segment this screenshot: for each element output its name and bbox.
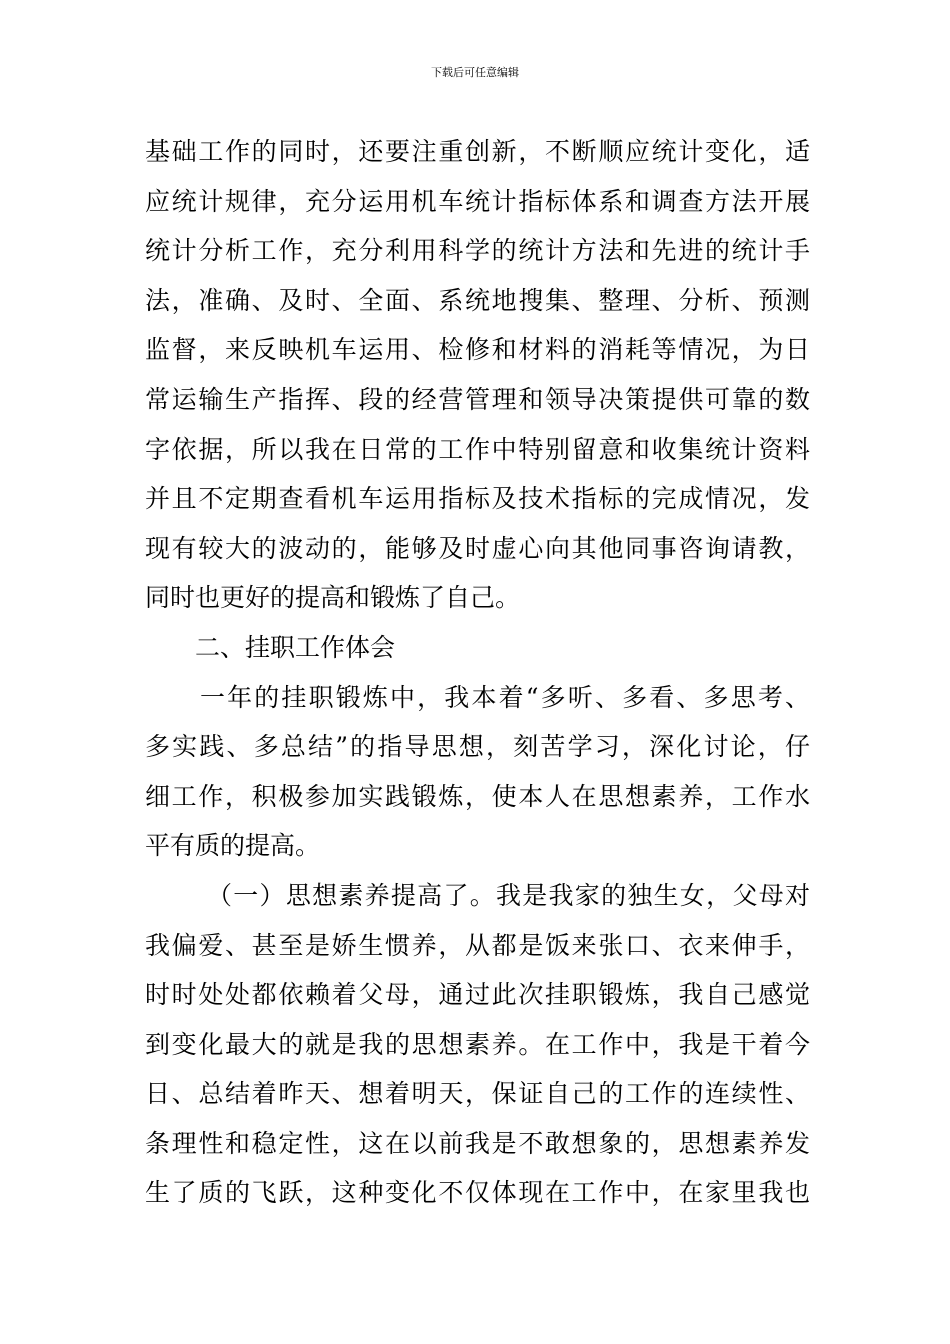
text-line: 监督，来反映机车运用、检修和材料的消耗等情况，为日 bbox=[145, 335, 810, 365]
text-line: 应统计规律，充分运用机车统计指标体系和调查方法开展 bbox=[145, 186, 810, 216]
text-line: 现有较大的波动的，能够及时虚心向其他同事咨询请教， bbox=[145, 533, 810, 563]
text-line: 时时处处都依赖着父母，通过此次挂职锻炼，我自己感觉 bbox=[145, 980, 810, 1010]
page-header: 下载后可任意编辑 bbox=[431, 66, 519, 79]
text-line: 到变化最大的就是我的思想素养。在工作中，我是干着今 bbox=[145, 1029, 810, 1059]
text-line: 日、总结着昨天、想着明天，保证自己的工作的连续性、 bbox=[145, 1079, 810, 1109]
section-heading: 二、挂职工作体会 bbox=[195, 632, 396, 662]
text-line: 平有质的提高。 bbox=[145, 831, 321, 861]
text-line: 字依据，所以我在日常的工作中特别留意和收集统计资料 bbox=[145, 434, 810, 464]
document-body bbox=[145, 127, 810, 1218]
text-line: 一年的挂职锻炼中，我本着“多听、多看、多思考、 bbox=[200, 682, 810, 712]
text-line: 并且不定期查看机车运用指标及技术指标的完成情况，发 bbox=[145, 484, 810, 514]
text-line: 基础工作的同时，还要注重创新，不断顺应统计变化，适 bbox=[145, 137, 810, 166]
text-line: 多实践、多总结”的指导思想，刻苦学习，深化讨论，仔 bbox=[145, 732, 810, 762]
text-line: 我偏爱、甚至是娇生惯养，从都是饭来张口、衣来伸手， bbox=[145, 930, 810, 960]
text-line: 法，准确、及时、全面、系统地搜集、整理、分析、预测 bbox=[145, 285, 810, 315]
text-line: 统计分析工作，充分利用科学的统计方法和先进的统计手 bbox=[145, 236, 810, 266]
text-line: 常运输生产指挥、段的经营管理和领导决策提供可靠的数 bbox=[145, 384, 810, 414]
text-line: 细工作，积极参加实践锻炼，使本人在思想素养，工作水 bbox=[145, 781, 810, 811]
text-line: （一）思想素养提高了。我是我家的独生女，父母对 bbox=[207, 880, 810, 910]
text-line: 同时也更好的提高和锻炼了自己。 bbox=[145, 583, 521, 613]
text-line: 条理性和稳定性，这在以前我是不敢想象的，思想素养发 bbox=[145, 1128, 810, 1158]
text-line: 生了质的飞跃，这种变化不仅体现在工作中，在家里我也 bbox=[145, 1178, 810, 1208]
